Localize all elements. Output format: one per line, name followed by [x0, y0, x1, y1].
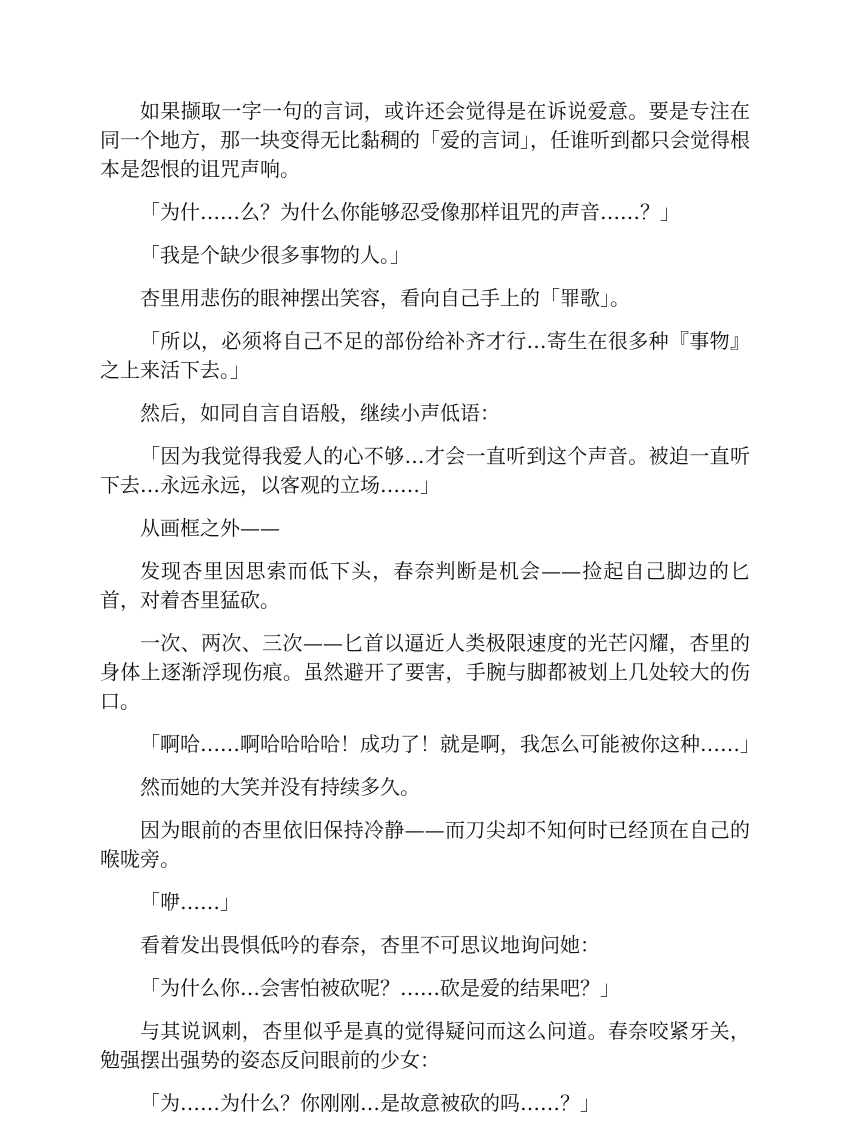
paragraph: 「咿……」 — [140, 890, 240, 914]
paragraph: 「啊哈……啊哈哈哈哈！成功了！就是啊，我怎么可能被你这种……」 — [140, 732, 760, 756]
paragraph: 「为……为什么？你刚刚…是故意被砍的吗……？」 — [140, 1091, 600, 1115]
paragraph: 「所以，必须将自己不足的部份给补齐才行…寄生在很多种『事物』之上来活下去。」 — [100, 329, 750, 382]
paragraph: 从画框之外—— — [140, 516, 280, 540]
paragraph: 发现杏里因思索而低下头，春奈判断是机会——捡起自己脚边的匕首，对着杏里猛砍。 — [100, 559, 750, 612]
document-page — [100, 97, 760, 1132]
paragraph: 与其说讽刺，杏里似乎是真的觉得疑问而这么问道。春奈咬紧牙关，勉强摆出强势的姿态反问眼前的少女： — [100, 1019, 750, 1072]
paragraph: 然而她的大笑并没有持续多久。 — [140, 775, 420, 799]
paragraph: 「因为我觉得我爱人的心不够…才会一直听到这个声音。被迫一直听下去…永远永远，以客观的立场……」 — [100, 444, 750, 497]
paragraph: 如果撷取一字一句的言词，或许还会觉得是在诉说爱意。要是专注在同一个地方，那一块变得无比黏稠的「爱的言词」，任谁听到都只会觉得根本是怨恨的诅咒声响。 — [100, 99, 750, 181]
paragraph: 「我是个缺少很多事物的人。」 — [140, 243, 410, 267]
paragraph: 因为眼前的杏里依旧保持冷静——而刀尖却不知何时已经顶在自己的喉咙旁。 — [100, 818, 750, 871]
paragraph: 杏里用悲伤的眼神摆出笑容，看向自己手上的「罪歌」。 — [140, 286, 630, 310]
paragraph: 一次、两次、三次——匕首以逼近人类极限速度的光芒闪耀，杏里的身体上逐渐浮现伤痕。虽然避开了要害，手腕与脚都被划上几处较大的伤口。 — [100, 631, 750, 713]
paragraph: 「为什……么？为什么你能够忍受像那样诅咒的声音……？」 — [140, 200, 680, 224]
paragraph: 然后，如同自言自语般，继续小声低语： — [140, 401, 500, 425]
paragraph: 看着发出畏惧低吟的春奈，杏里不可思议地询问她： — [140, 933, 600, 957]
paragraph: 「为什么你…会害怕被砍呢？……砍是爱的结果吧？」 — [140, 976, 620, 1000]
